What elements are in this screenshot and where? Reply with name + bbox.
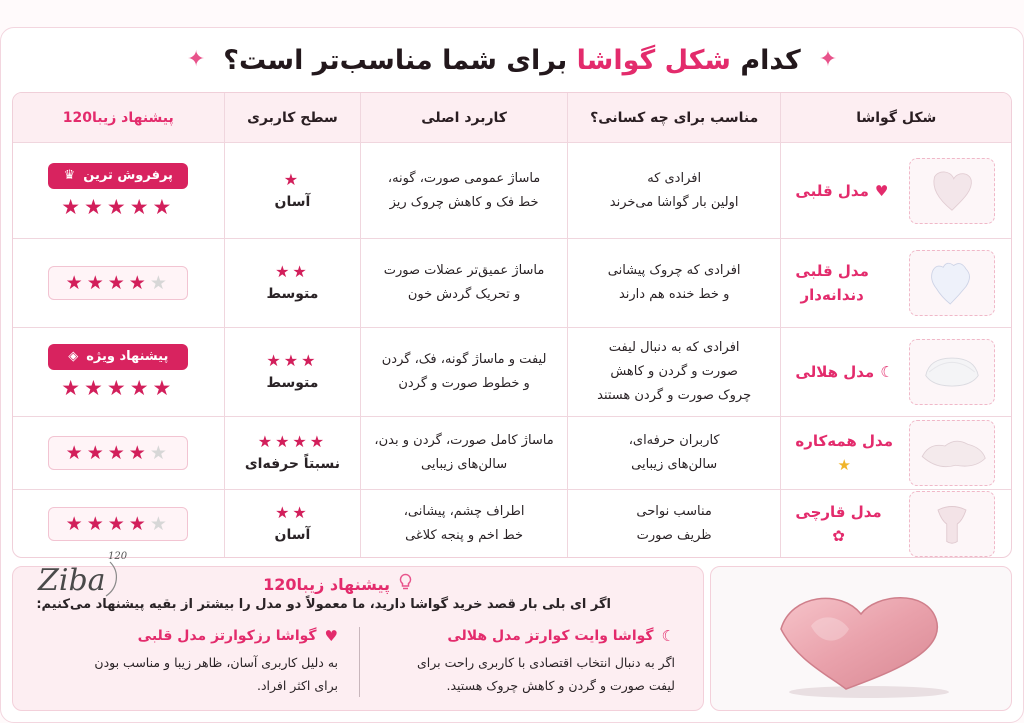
table-row: [13, 143, 1011, 239]
level-label: متوسط: [266, 286, 319, 302]
usage-cell: ماساژ کامل صورت، گردن و بدن، سالن‌های زیبایی: [360, 417, 567, 489]
svg-text:Ziba: Ziba: [38, 563, 106, 598]
recommendation-title: گواشا وایت کوارتز مدل هلالی: [447, 628, 654, 644]
table-row: [13, 417, 1011, 490]
level-cell: [224, 239, 361, 327]
shape-name: مدل قارچی ✿: [795, 503, 882, 545]
level-label: آسان: [274, 527, 311, 543]
level-cell: [224, 417, 361, 489]
rating-stars: ★ ★ ★ ★ ★: [48, 266, 188, 300]
usage-cell: ماساژ عمومی صورت، گونه، خط فک و کاهش چروک ریز: [360, 143, 567, 238]
gua-sha-thumbnail: [909, 158, 995, 224]
rating-stars: ★ ★ ★ ★ ★: [48, 507, 188, 541]
table-header-row: [13, 93, 1011, 143]
moon-icon: ☾: [880, 363, 894, 381]
level-cell: [224, 328, 361, 416]
rating-stars: ★★★★★: [61, 376, 176, 400]
level-stars: ★: [283, 169, 302, 189]
product-image-rose-quartz-heart: [710, 566, 1012, 711]
divider: [359, 627, 360, 697]
suitable-cell: افرادی که چروک پیشانی و خط خنده هم دارند: [567, 239, 781, 327]
suitable-cell: افرادی که اولین بار گواشا می‌خرند: [567, 143, 781, 238]
table-row: [13, 239, 1011, 328]
heart-icon: ♥: [324, 627, 338, 645]
sparkle-icon: ✦: [186, 47, 206, 72]
suitable-cell: مناسب نواحی ظریف صورت: [567, 490, 781, 558]
gua-sha-thumbnail: [909, 250, 995, 316]
shape-cell: [780, 143, 1011, 238]
level-label: آسان: [274, 193, 311, 210]
heart-icon: ♥: [874, 181, 889, 200]
recommend-cell: [13, 239, 224, 327]
level-stars: ★★: [275, 262, 310, 281]
header-level: سطح کاربری: [224, 93, 361, 142]
diamond-icon: ◈: [68, 349, 79, 364]
shape-name: ☾ مدل هلالی: [795, 363, 894, 381]
recommend-cell: [13, 328, 224, 416]
level-cell: [224, 143, 361, 238]
comparison-table: [12, 92, 1012, 558]
suitable-cell: افرادی که به دنبال لیفت صورت و گردن و کاهش چروک صورت و گردن هستند: [567, 328, 781, 416]
recommendation-white-quartz: [375, 627, 675, 697]
usage-cell: اطراف چشم، پیشانی، خط اخم و پنجه کلاغی: [360, 490, 567, 558]
moon-icon: ☾: [661, 627, 675, 645]
shape-name: مدل قلبی دندانه‌دار: [795, 262, 869, 304]
shape-cell: [780, 490, 1011, 558]
usage-cell: ماساژ عمیق‌تر عضلات صورت و تحریک گردش خون: [360, 239, 567, 327]
sparkle-icon: ✦: [818, 47, 838, 72]
recommend-cell: [13, 143, 224, 238]
recommendation-title: گواشا رزکوارتز مدل قلبی: [137, 628, 317, 644]
shape-cell: [780, 417, 1011, 489]
ziba120-logo: [34, 548, 130, 604]
page-title: کدام شکل گواشا برای شما مناسب‌تر است؟: [223, 44, 801, 76]
header-suitable: مناسب برای چه کسانی؟: [567, 93, 781, 142]
badge: پرفروش ترین ♛: [48, 163, 188, 189]
level-stars: ★★: [275, 503, 310, 522]
svg-text:120: 120: [108, 551, 128, 562]
gua-sha-thumbnail: [909, 420, 995, 486]
level-stars: ★★★★: [257, 432, 328, 451]
recommendation-rose-quartz: [38, 627, 338, 697]
usage-cell: لیفت و ماساژ گونه، فک، گردن و خطوط صورت و گردن: [360, 328, 567, 416]
lightbulb-icon: [398, 573, 413, 595]
gua-sha-thumbnail: [909, 339, 995, 405]
table-row: [13, 328, 1011, 417]
mushroom-icon: ✿: [832, 527, 845, 545]
header-usage: کاربرد اصلی: [360, 93, 567, 142]
header-recommend: پیشنهاد زیبا120: [62, 109, 174, 126]
level-label: نسبتاً حرفه‌ای: [244, 456, 340, 472]
badge: پیشنهاد ویژه ◈: [48, 344, 188, 370]
suitable-cell: کاربران حرفه‌ای، سالن‌های زیبایی: [567, 417, 781, 489]
recommend-cell: [13, 417, 224, 489]
shape-name: ♥ مدل قلبی: [795, 181, 889, 200]
title-bar: [0, 38, 1024, 82]
header-shape: شکل گواشا: [780, 93, 1011, 142]
rating-stars: ★ ★ ★ ★ ★: [48, 436, 188, 470]
recommendation-text: اگر به دنبال انتخاب اقتصادی با کاربری راحت برای لیفت صورت و گردن و کاهش چروک هستید.: [417, 655, 675, 693]
gua-sha-thumbnail: [909, 491, 995, 557]
level-cell: [224, 490, 361, 558]
recommendation-heading: پیشنهاد زیبا120: [263, 573, 413, 595]
recommendation-intro: اگر ای بلی بار قصد خرید گواشا دارید، ما معمولاً دو مدل را بیشتر از بقیه پیشنهاد می‌کنیم:: [36, 597, 611, 612]
recommendation-text: به دلیل کاربری آسان، ظاهر زیبا و مناسب بودن برای اکثر افراد.: [94, 655, 338, 693]
star-icon: ★: [837, 456, 851, 474]
level-label: متوسط: [266, 375, 319, 391]
shape-cell: [780, 328, 1011, 416]
rating-stars: ★★★★★: [61, 194, 176, 219]
gua-sha-heart-image: [751, 574, 971, 704]
level-stars: ★★★: [266, 351, 319, 370]
shape-name: مدل همه‌کاره ★: [795, 432, 894, 474]
shape-cell: [780, 239, 1011, 327]
table-row: [13, 490, 1011, 558]
crown-icon: ♛: [63, 167, 76, 183]
